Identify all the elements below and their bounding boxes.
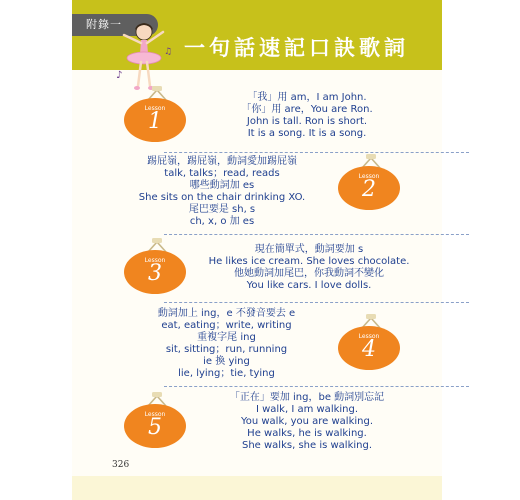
lesson-lyrics	[112, 156, 332, 228]
lesson-badge	[124, 86, 186, 146]
lyric-line: 踢屁嶺，踢屁嶺，動詞愛加踢屁嶺	[147, 156, 297, 167]
lesson-lyrics	[202, 92, 412, 140]
lyric-line: lie, lying；tie, tying	[178, 368, 275, 379]
lyric-line: talk, talks；read, reads	[164, 168, 280, 179]
lesson-badge	[124, 392, 186, 452]
lyric-line: You walk, you are walking.	[240, 416, 374, 427]
page-number: 326	[112, 460, 130, 470]
lyric-line: It is a song. It is a song.	[247, 128, 367, 139]
lesson-label: Lesson	[144, 105, 166, 112]
lesson-label: Lesson	[144, 257, 166, 264]
lesson-lyrics	[202, 392, 412, 452]
lyric-line: 「正在」要加 ing，be 動詞別忘記	[229, 392, 385, 403]
lesson-list	[72, 86, 442, 456]
lyric-line: 「我」用 am，I am John.	[247, 92, 367, 103]
appendix-tab: 附錄一	[72, 14, 158, 36]
lyric-line: She sits on the chair drinking XO.	[138, 192, 306, 203]
section-divider	[164, 386, 469, 387]
lesson-lyrics	[194, 244, 424, 292]
footer-band	[72, 476, 442, 500]
lesson-label: Lesson	[358, 173, 380, 180]
lyric-line: You like cars. I love dolls.	[246, 280, 372, 291]
lyric-line: He likes ice cream. She loves chocolate.	[208, 256, 410, 267]
lesson-number: 3	[148, 261, 162, 286]
lyric-line: 尾巴要是 sh, s	[188, 204, 256, 215]
lesson-badge	[338, 314, 400, 374]
lesson-lyrics	[124, 308, 329, 380]
section-divider	[164, 302, 469, 303]
lesson-number: 5	[148, 415, 162, 440]
lyric-line: He walks, he is walking.	[247, 428, 367, 439]
lyric-line: ie 換 ying	[203, 356, 250, 367]
lyric-line: 現在簡單式，動詞要加 s	[254, 244, 364, 255]
lyric-line: sit, sitting；run, running	[165, 344, 288, 355]
lesson-badge	[124, 238, 186, 298]
lyric-line: She walks, she is walking.	[241, 440, 373, 451]
section-divider	[164, 234, 469, 235]
lyric-line: 重複字尾 ing	[197, 332, 256, 343]
lesson-number: 1	[148, 109, 162, 134]
page-title: 一句話速記口訣歌詞	[184, 36, 409, 60]
lyric-line: John is tall. Ron is short.	[246, 116, 368, 127]
lyric-line: eat, eating；write, writing	[161, 320, 292, 331]
lyric-line: ch, x, o 加 es	[189, 216, 255, 227]
svg-text:♪: ♪	[116, 70, 123, 81]
lesson-label: Lesson	[358, 333, 380, 340]
lyric-line: 他她動詞加尾巴，你我動詞不變化	[234, 268, 384, 279]
lyric-line: 「你」用 are，You are Ron.	[241, 104, 373, 115]
lesson-badge	[338, 154, 400, 214]
lyric-line: I walk, I am walking.	[255, 404, 359, 415]
lesson-number: 4	[362, 337, 376, 362]
lyric-line: 動詞加上 ing，e 不發音要去 e	[157, 308, 296, 319]
svg-text:♫: ♫	[164, 47, 173, 57]
section-divider	[164, 152, 469, 153]
lesson-number: 2	[362, 177, 376, 202]
lyric-line: 哪些動詞加 es	[189, 180, 255, 191]
lesson-label: Lesson	[144, 411, 166, 418]
